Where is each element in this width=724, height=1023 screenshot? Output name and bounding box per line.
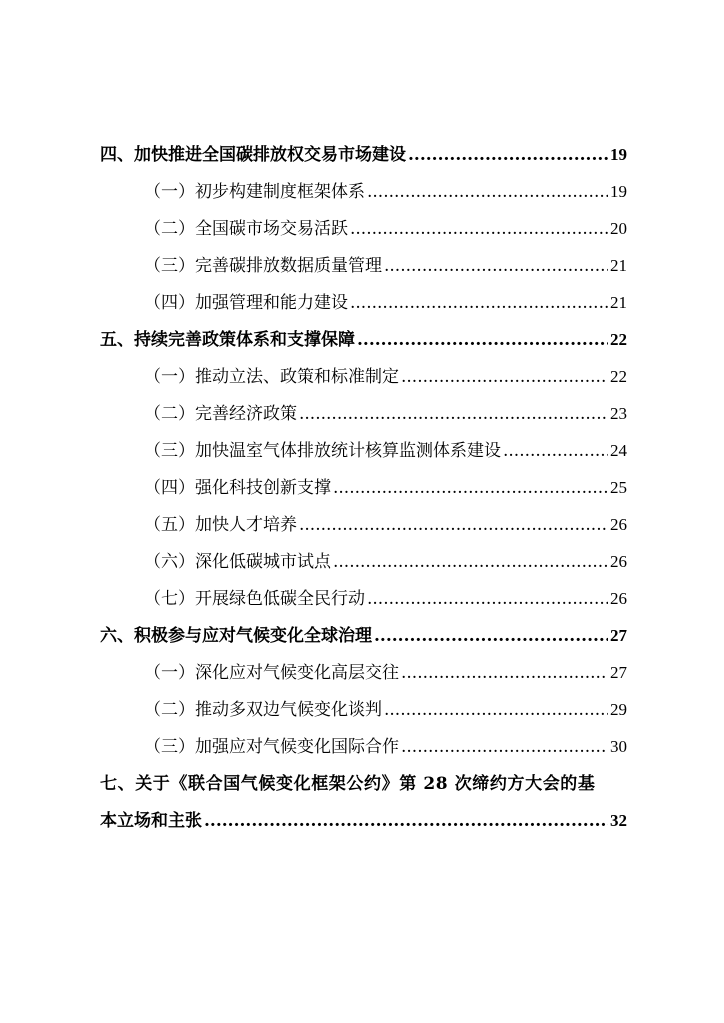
toc-leader-dots xyxy=(350,219,608,239)
toc-leader-dots xyxy=(299,515,608,535)
toc-leader-dots xyxy=(367,182,608,202)
toc-chapter-entry-line2[interactable] xyxy=(100,806,627,843)
toc-leader-dots xyxy=(408,145,608,165)
toc-page-number: 30 xyxy=(610,737,627,756)
toc-page-number: 22 xyxy=(610,367,627,386)
toc-section-entry[interactable] xyxy=(100,732,627,769)
toc-page-number: 22 xyxy=(610,330,627,349)
toc-leader-dots xyxy=(333,478,608,498)
toc-leader-dots xyxy=(374,626,608,646)
toc-entry-title: （五）加快人才培养 xyxy=(144,515,297,535)
toc-chapter-entry[interactable] xyxy=(100,621,627,658)
toc-leader-dots xyxy=(204,811,608,831)
toc-section-entry[interactable] xyxy=(100,547,627,584)
toc-entry-title: 七、关于《联合国气候变化框架公约》第 28 次缔约方大会的基 xyxy=(100,774,596,794)
toc-entry-title: （七）开展绿色低碳全民行动 xyxy=(144,589,365,609)
toc-page-number: 27 xyxy=(610,626,627,645)
toc-page-number: 26 xyxy=(610,552,627,571)
toc-section-entry[interactable] xyxy=(100,584,627,621)
toc-section-entry[interactable] xyxy=(100,288,627,325)
toc-entry-title: （一）初步构建制度框架体系 xyxy=(144,182,365,202)
toc-entry-title: （四）强化科技创新支撑 xyxy=(144,478,331,498)
toc-entry-title: （三）加快温室气体排放统计核算监测体系建设 xyxy=(144,441,501,461)
toc-entry-title: （一）深化应对气候变化高层交往 xyxy=(144,663,399,683)
toc-chapter-entry-line1[interactable] xyxy=(100,769,627,806)
toc-page-number: 29 xyxy=(610,700,627,719)
toc-section-entry[interactable] xyxy=(100,177,627,214)
toc-section-entry[interactable] xyxy=(100,251,627,288)
toc-leader-dots xyxy=(333,552,608,572)
toc-section-entry[interactable] xyxy=(100,695,627,732)
toc-leader-dots xyxy=(384,256,608,276)
toc-section-entry[interactable] xyxy=(100,436,627,473)
toc-page-number: 26 xyxy=(610,589,627,608)
toc-section-entry[interactable] xyxy=(100,362,627,399)
toc-page-number: 21 xyxy=(610,256,627,275)
toc-leader-dots xyxy=(384,700,608,720)
toc-page-number: 19 xyxy=(610,145,627,164)
toc-leader-dots xyxy=(299,404,608,424)
toc-page-number: 19 xyxy=(610,182,627,201)
toc-section-entry[interactable] xyxy=(100,473,627,510)
toc-leader-dots xyxy=(401,663,608,683)
toc-leader-dots xyxy=(350,293,608,313)
table-of-contents xyxy=(100,140,627,843)
toc-leader-dots xyxy=(401,737,608,757)
toc-section-entry[interactable] xyxy=(100,214,627,251)
toc-page-number: 23 xyxy=(610,404,627,423)
toc-section-entry[interactable] xyxy=(100,658,627,695)
toc-entry-title: 五、持续完善政策体系和支撑保障 xyxy=(100,330,355,350)
toc-page-number: 24 xyxy=(610,441,627,460)
toc-page-number: 26 xyxy=(610,515,627,534)
toc-page-number: 25 xyxy=(610,478,627,497)
toc-entry-title: （三）加强应对气候变化国际合作 xyxy=(144,737,399,757)
toc-leader-dots xyxy=(367,589,608,609)
toc-entry-title: （六）深化低碳城市试点 xyxy=(144,552,331,572)
toc-leader-dots xyxy=(503,441,608,461)
toc-chapter-entry[interactable] xyxy=(100,140,627,177)
toc-entry-title: （二）完善经济政策 xyxy=(144,404,297,424)
toc-entry-title: （二）全国碳市场交易活跃 xyxy=(144,219,348,239)
toc-section-entry[interactable] xyxy=(100,399,627,436)
toc-entry-title: 本立场和主张 xyxy=(100,811,202,831)
toc-chapter-entry[interactable] xyxy=(100,325,627,362)
toc-entry-title: 六、积极参与应对气候变化全球治理 xyxy=(100,626,372,646)
toc-entry-title: （四）加强管理和能力建设 xyxy=(144,293,348,313)
toc-leader-dots xyxy=(357,330,608,350)
toc-page-number: 20 xyxy=(610,219,627,238)
toc-entry-title: （二）推动多双边气候变化谈判 xyxy=(144,700,382,720)
toc-section-entry[interactable] xyxy=(100,510,627,547)
toc-page-number: 32 xyxy=(610,811,627,830)
toc-entry-title: 四、加快推进全国碳排放权交易市场建设 xyxy=(100,145,406,165)
toc-leader-dots xyxy=(401,367,608,387)
toc-page-number: 21 xyxy=(610,293,627,312)
toc-page-number: 27 xyxy=(610,663,627,682)
toc-entry-title: （三）完善碳排放数据质量管理 xyxy=(144,256,382,276)
toc-entry-title: （一）推动立法、政策和标准制定 xyxy=(144,367,399,387)
